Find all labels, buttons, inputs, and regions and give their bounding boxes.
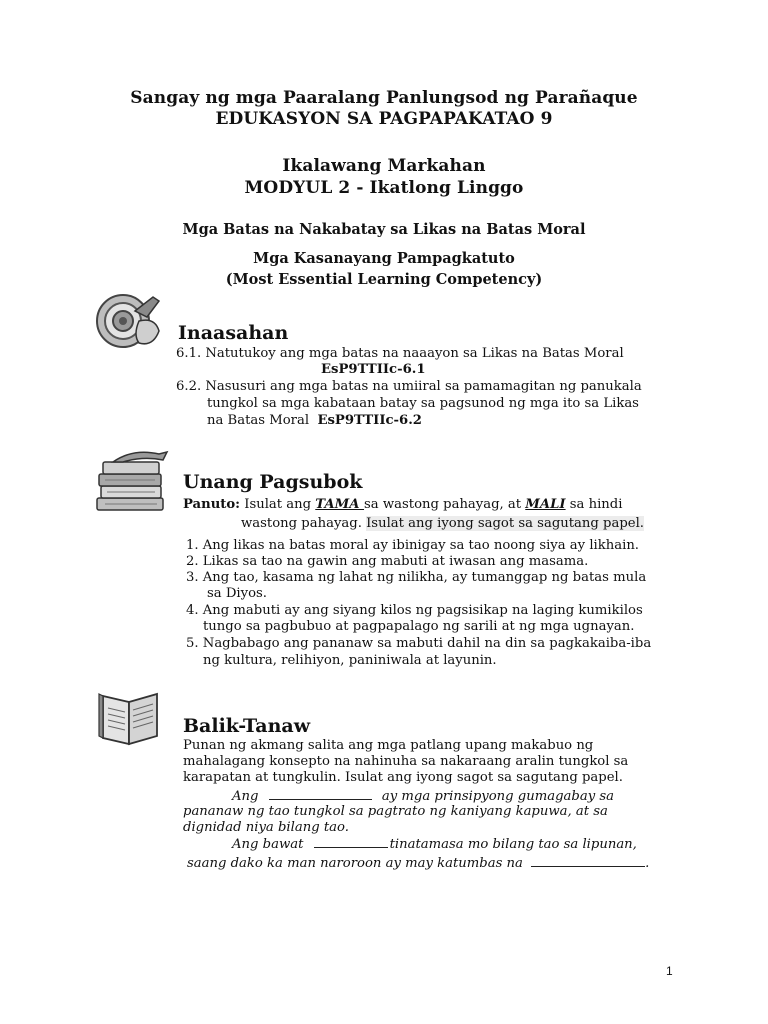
balik-line-3: karapatan at tungkulin. Isulat ang iyong sagot sa sagutang papel. [183,770,623,785]
balik-line-2: mahalagang konsepto na nahinuha sa nakaraang aralin tungkol sa [183,754,629,769]
panuto-line-1 [183,497,622,513]
question-5-line-1: 5. Nagbabago ang pananaw sa mabuti dahil na din sa pagkakaiba-iba [186,636,652,651]
panuto-text-a: Isulat ang [240,497,316,512]
blank-3[interactable] [531,855,645,867]
inaasahan-code-2: EsP9TTIIc-6.2 [317,413,422,428]
question-5-line-2: ng kultura, relihiyon, paniniwala at layunin. [203,653,497,668]
statement-2-line-1 [232,836,637,853]
open-book-icon [97,686,163,748]
balik-tanaw-title: Balik-Tanaw [183,715,311,737]
header-subject: EDUKASYON SA PAGPAPAKATAO 9 [215,109,553,129]
inaasahan-title: Inaasahan [178,322,289,344]
balik-line-1: Punan ng akmang salita ang mga patlang upang makabuo ng [183,738,594,753]
panuto-text-d: wastong pahayag. [241,516,367,531]
statement-1-line-3: dignidad niya bilang tao. [183,820,349,835]
question-4-line-2: tungo sa pagbubuo at pagpapalago ng sarili at ng mga ugnayan. [203,619,635,634]
statement-2-period: . [645,856,650,871]
question-2: 2. Likas sa tao na gawin ang mabuti at iwasan ang masama. [186,554,589,569]
blank-1[interactable] [269,788,372,800]
statement-2-line-2 [187,855,649,872]
statement-1-line-2: pananaw ng tao tungkol sa pagtrato ng kaniyang kapuwa, at sa [183,804,608,819]
question-1: 1. Ang likas na batas moral ay ibinigay sa tao noong siya ay likhain. [186,538,639,553]
inaasahan-item-2-line-3 [207,413,422,429]
panuto-label: Panuto: [183,497,241,512]
topic-title: Mga Batas na Nakabatay sa Likas na Batas Moral [182,221,586,238]
page-number: 1 [666,964,673,978]
inaasahan-code-1: EsP9TTIIc-6.1 [321,362,426,377]
panuto-text-b: sa wastong pahayag, at [364,497,526,512]
inaasahan-item-1: 6.1. Natutukoy ang mga batas na naaayon sa Likas na Batas Moral [176,346,624,361]
header-module: MODYUL 2 - Ikatlong Linggo [244,178,524,198]
inaasahan-item-2-line-1: 6.2. Nasusuri ang mga batas na umiiral sa pamamagitan ng panukala [176,379,642,394]
target-hand-icon [95,291,165,353]
statement-1-rest: ay mga prinsipyong gumagabay sa [381,789,614,804]
header-school: Sangay ng mga Paaralang Panlungsod ng Parañaque [130,88,638,108]
inaasahan-item-2-line-2: tungkol sa mga kabataan batay sa pagsunod ng mga ito sa Likas [207,396,639,411]
statement-2-rest: tinatamasa mo bilang tao sa lipunan, [389,837,637,852]
header-quarter: Ikalawang Markahan [282,156,486,176]
statement-2-text: saang dako ka man naroroon ay may katumbas na [187,856,523,871]
panuto-mali: MALI [525,497,566,512]
competency-title: Mga Kasanayang Pampagkatuto [253,250,515,267]
inaasahan-item-2-text: na Batas Moral [207,413,310,428]
panuto-tama: TAMA [315,497,365,512]
unang-pagsubok-title: Unang Pagsubok [183,471,363,493]
panuto-text-c: sa hindi [565,497,623,512]
statement-1-ang: Ang [232,789,259,804]
book-stack-icon [93,448,173,514]
competency-subtitle: (Most Essential Learning Competency) [225,271,543,288]
statement-1-line-1 [232,788,614,805]
question-3-line-2: sa Diyos. [207,586,267,601]
question-3-line-1: 3. Ang tao, kasama ng lahat ng nilikha, ay tumanggap ng batas mula [186,570,647,585]
panuto-line-2 [241,516,644,532]
panuto-text-e: Isulat ang iyong sagot sa sagutang papel. [366,516,644,531]
statement-2-ang-bawat: Ang bawat [232,837,304,852]
blank-2[interactable] [314,836,388,848]
question-4-line-1: 4. Ang mabuti ay ang siyang kilos ng pagsisikap na laging kumikilos [186,603,643,618]
